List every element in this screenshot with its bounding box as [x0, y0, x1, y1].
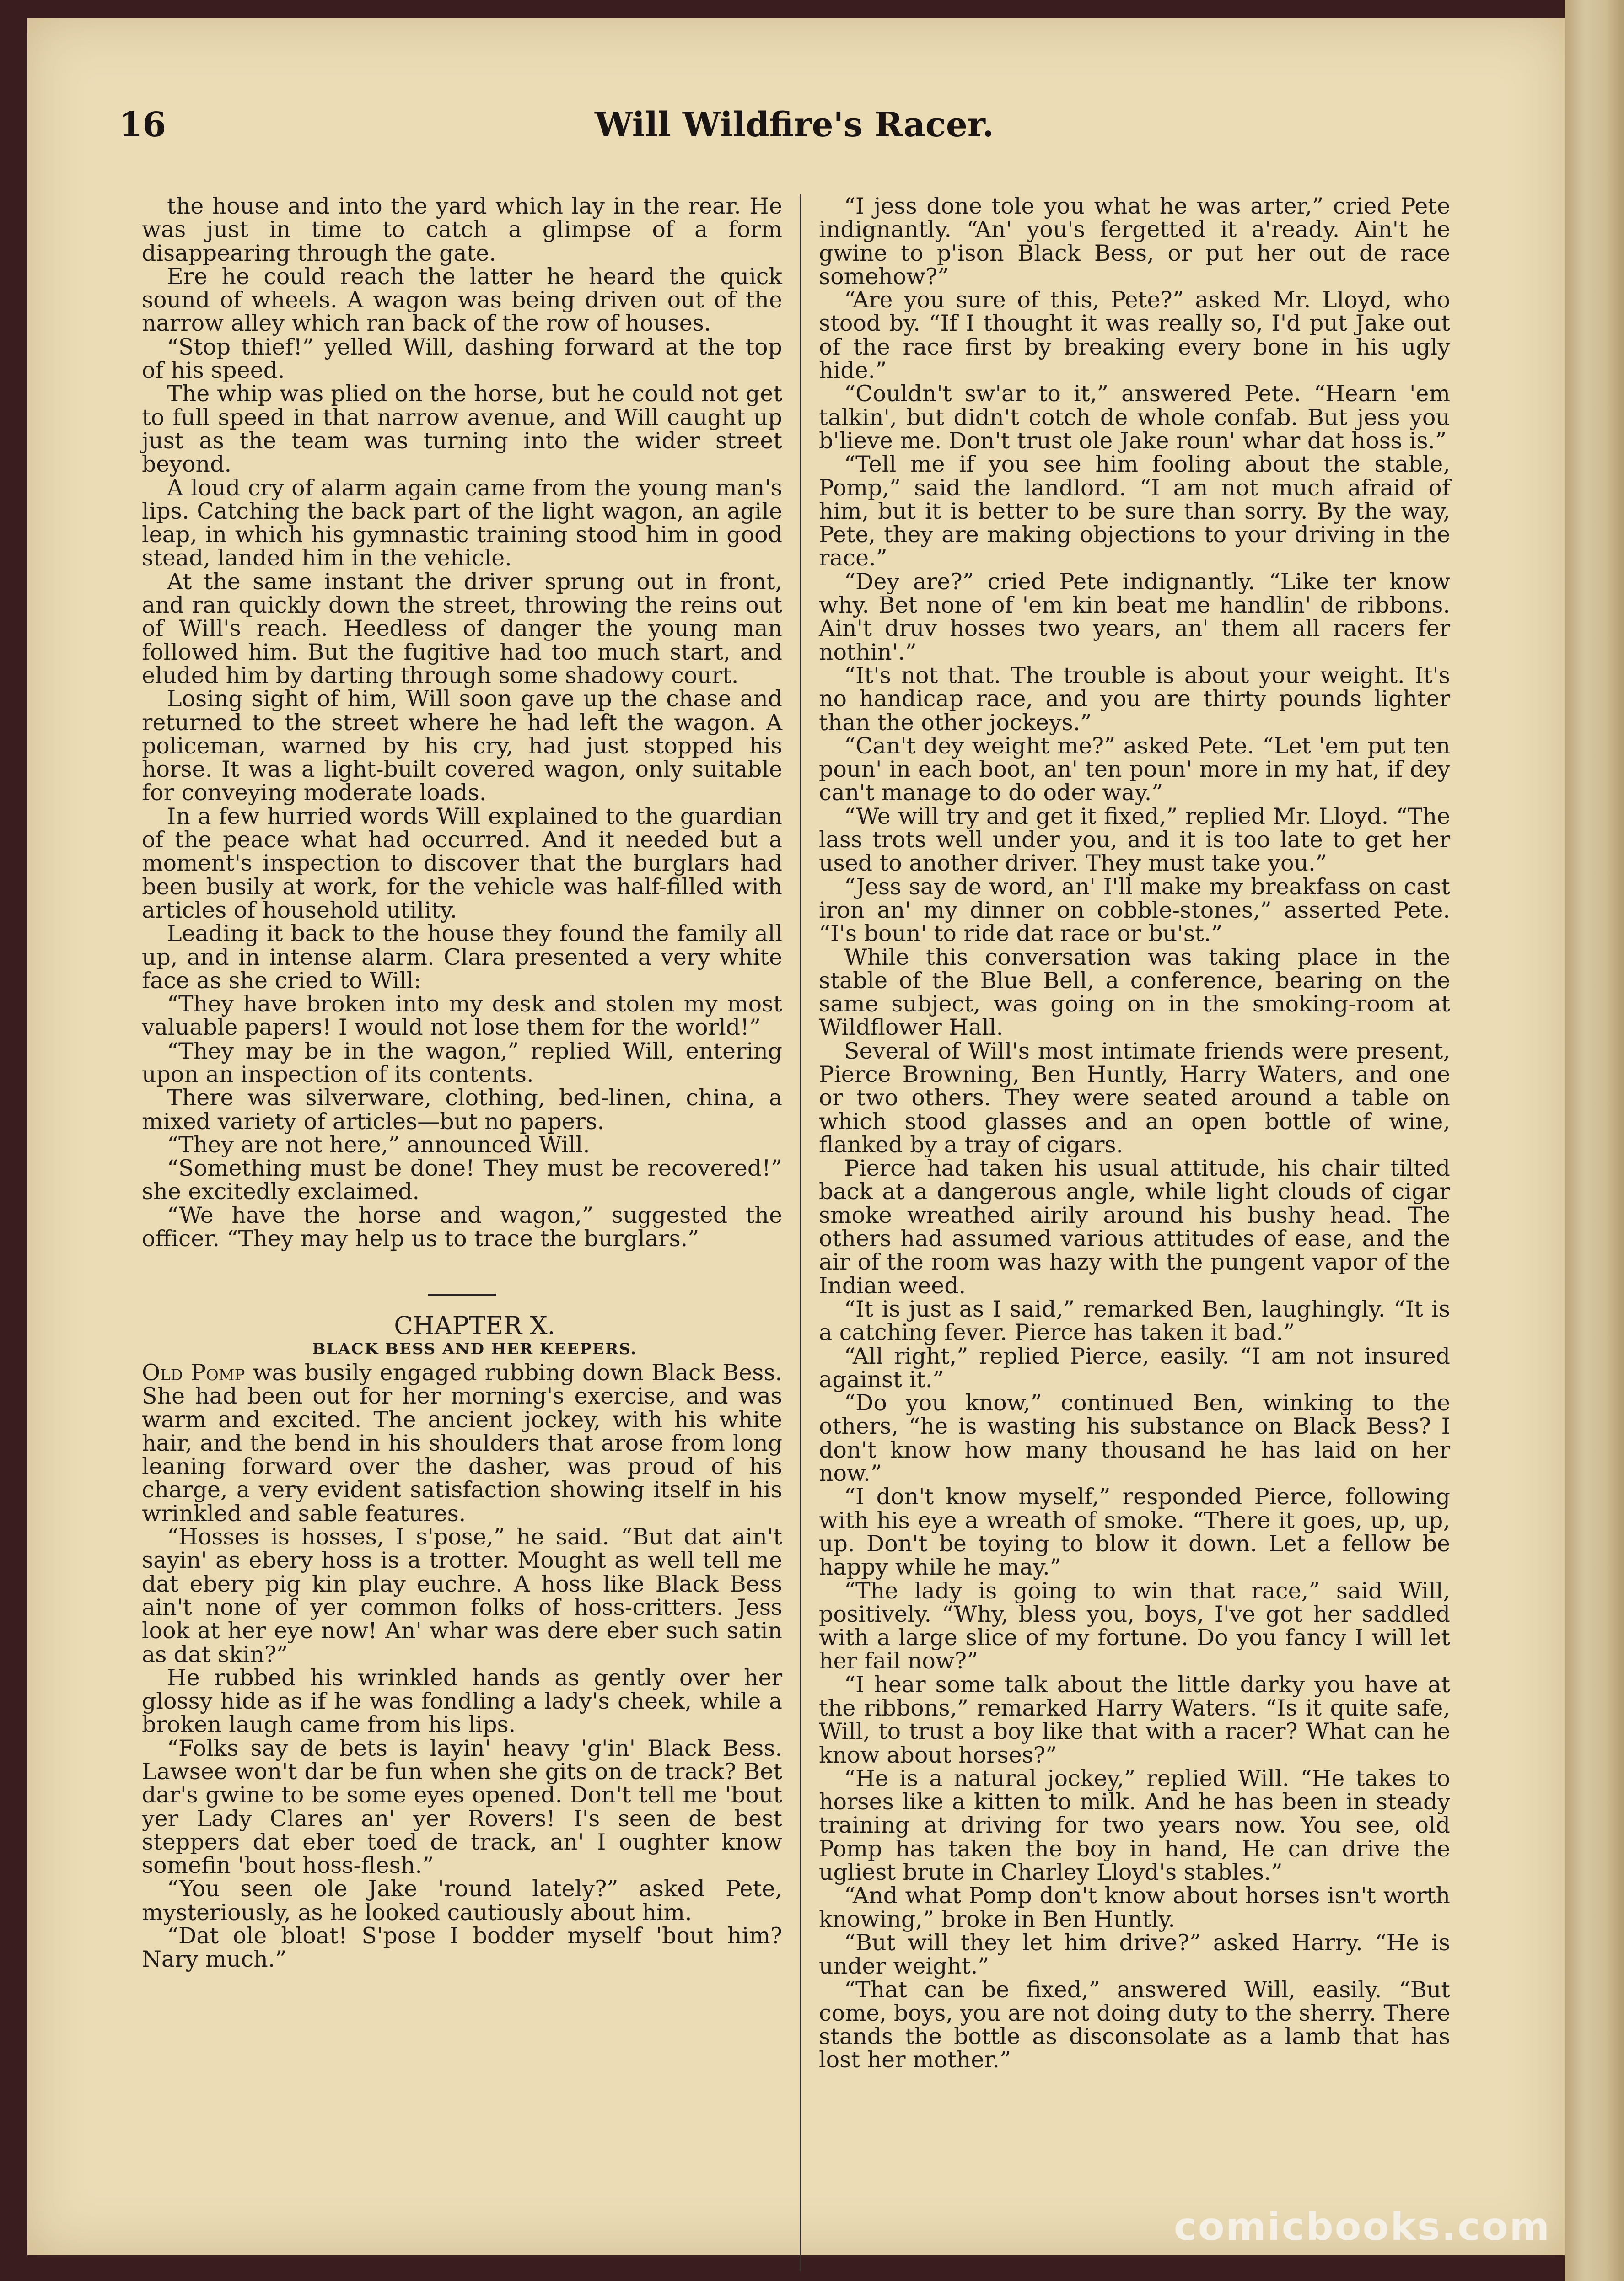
- paragraph: The whip was plied on the horse, but he could not get to full speed in that narrow avenue, and Will caught up just as the team was turning into the wider street beyond.: [142, 381, 782, 478]
- paragraph: At the same instant the driver sprung out in front, and ran quickly down the street, throwing the reins out of Will's reach. Heedless of danger the young man followed him. But the fugitive had too much start, and eluded him by darting through some shadowy court.: [142, 568, 782, 689]
- paragraph: “All right,” replied Pierce, easily. “I am not insured against it.”: [819, 1343, 1450, 1393]
- paragraph: “Something must be done! They must be recovered!” she excitedly exclaimed.: [142, 1155, 782, 1205]
- right-column: [819, 194, 1450, 2072]
- paragraph: Losing sight of him, Will soon gave up the chase and returned to the street where he had left the wagon. A policeman, warned by his cry, had just stopped his horse. It was a light-built covered wagon, only suitable for conveying moderate loads.: [142, 686, 782, 806]
- paragraph: “They are not here,” announced Will.: [167, 1131, 590, 1158]
- paragraph: He rubbed his wrinkled hands as gently over her glossy hide as if he was fondling a lady's cheek, while a broken laugh came from his lips.: [142, 1664, 782, 1738]
- running-title: Will Wildfire's Racer.: [595, 105, 994, 145]
- paragraph: “The lady is going to win that race,” said Will, positively. “Why, bless you, boys, I've got her saddled with a large slice of my fortune. Do you fancy I will let her fail now?”: [819, 1577, 1450, 1674]
- paragraph: “Dat ole bloat! S'pose I bodder myself 'bout him? Nary much.”: [142, 1923, 782, 1973]
- paragraph: “It's not that. The trouble is about your weight. It's no handicap race, and you are thirty pounds lighter than the other jockeys.”: [819, 662, 1450, 736]
- paragraph: “And what Pomp don't know about horses isn't worth knowing,” broke in Ben Huntly.: [819, 1883, 1450, 1932]
- paragraph: “I hear some talk about the little darky you have at the ribbons,” remarked Harry Waters. “Is it quite safe, Will, to trust a boy like that with a racer? What can he know about horses?”: [819, 1671, 1450, 1768]
- paragraph: There was silverware, clothing, bed-linen, china, a mixed variety of articles—but no papers.: [142, 1085, 782, 1135]
- paragraph: “But will they let him drive?” asked Harry. “He is under weight.”: [819, 1929, 1450, 1980]
- paragraph: “It is just as I said,” remarked Ben, laughingly. “It is a catching fever. Pierce has taken it bad.”: [819, 1296, 1450, 1346]
- paragraph: Several of Will's most intimate friends were present, Pierce Browning, Ben Huntly, Harry Waters, and one or two others. They were seated around a table on which stood glasses and an open bottle of wine, flanked by a tray of cigars.: [819, 1038, 1450, 1158]
- paragraph: “You seen ole Jake 'round lately?” asked Pete, mysteriously, as he looked cautiously about him.: [142, 1876, 782, 1926]
- paragraph: “That can be fixed,” answered Will, easily. “But come, boys, you are not doing duty to the sherry. There stands the bottle as disconsolate as a lamb that has lost her mother.”: [819, 1976, 1450, 2073]
- page-spine-edge: [1565, 0, 1624, 2281]
- paragraph: “We will try and get it fixed,” replied Mr. Lloyd. “The lass trots well under you, and it is too late to get her used to another driver. They must take you.”: [819, 803, 1450, 877]
- paragraph: “Dey are?” cried Pete indignantly. “Like ter know why. Bet none of 'em kin beat me handlin' de ribbons. Ain't druv hosses two years, an' them all racers fer nothin'.”: [819, 568, 1450, 665]
- paragraph: “Tell me if you see him fooling about the stable, Pomp,” said the landlord. “I am not much afraid of him, but it is better to be sure than sorry. By the way, Pete, they are making objections to your driving in the race.”: [819, 451, 1450, 571]
- paragraph: “They may be in the wagon,” replied Will, entering upon an inspection of its contents.: [142, 1038, 782, 1087]
- right-paragraphs: [819, 194, 1450, 2072]
- paragraph: “Hosses is hosses, I s'pose,” he said. “But dat ain't sayin' as ebery hoss is a trotter. Mought as well tell me dat ebery pig kin play euchre. A hoss like Black Bess ain't none of yer common folks of hoss-critters. Jess look at her eye now! An' whar was dere eber such satin as dat skin?”: [142, 1524, 782, 1668]
- section-separator-rule: [428, 1294, 496, 1296]
- paragraph: “Couldn't sw'ar to it,” answered Pete. “Hearn 'em talkin', but didn't cotch de whole confab. But jess you b'lieve me. Don't trust ole Jake roun' whar dat hoss is.”: [819, 381, 1450, 454]
- paragraph: “Are you sure of this, Pete?” asked Mr. Lloyd, who stood by. “If I thought it was really so, I'd put Jake out of the race first by breaking every bone in his ugly hide.”: [819, 287, 1450, 384]
- paragraph: “Can't dey weight me?” asked Pete. “Let 'em put ten poun' in each boot, an' ten poun' more in my hat, if dey can't manage to do oder way.”: [819, 732, 1450, 806]
- paragraph: Leading it back to the house they found the family all up, and in intense alarm. Clara presented a very white face as she cried to Will:: [142, 920, 782, 994]
- watermark: comicbooks.com: [1174, 2204, 1551, 2249]
- paragraph: “I jess done tole you what he was arter,” cried Pete indignantly. “An' you's fergetted it a'ready. Ain't he gwine to p'ison Black Bess, or put her out de race somehow?”: [819, 193, 1450, 290]
- paragraph: the house and into the yard which lay in the rear. He was just in time to catch a glimpse of a form disappearing through the gate.: [142, 193, 782, 266]
- left-paragraphs-before-chapter: [142, 194, 782, 1250]
- paragraph: In a few hurried words Will explained to the guardian of the peace what had occurred. And it needed but a moment's inspection to discover that the burglars had been busily at work, for the vehicle was half-filled with articles of household utility.: [142, 803, 782, 923]
- page-number: 16: [119, 105, 166, 145]
- column-divider: [800, 194, 801, 2271]
- paragraph: Ere he could reach the latter he heard the quick sound of wheels. A wagon was being driven out of the narrow alley which ran back of the row of houses.: [142, 263, 782, 337]
- chapter-title: CHAPTER X.: [394, 1311, 555, 1340]
- paragraph: Pierce had taken his usual attitude, his chair tilted back at a dangerous angle, while light clouds of cigar smoke wreathed airily around his bushy head. The others had assumed various attitudes of ease, and the air of the room was hazy with the pungent vapor of the Indian weed.: [819, 1155, 1450, 1299]
- paragraph: “Folks say de bets is layin' heavy 'g'in' Black Bess. Lawsee won't dar be fun when she gits on de track? Bet dar's gwine to be some eyes opened. Don't tell me 'bout yer Lady Clares an' yer Rovers! I's seen de best steppers dat eber toed de track, an' I oughter know somefin 'bout hoss-flesh.”: [142, 1735, 782, 1879]
- chapter-subtitle: BLACK BESS AND HER KEEPERS.: [312, 1340, 637, 1358]
- left-paragraphs-after-chapter: [142, 1525, 782, 1971]
- paragraph: “Stop thief!” yelled Will, dashing forward at the top of his speed.: [142, 334, 782, 384]
- paragraph: “I don't know myself,” responded Pierce, following with his eye a wreath of smoke. “There it goes, up, up, up. Don't be toying to blow it down. Let a fellow be happy while he may.”: [819, 1484, 1450, 1581]
- chapter-opening-paragraph: [142, 1361, 782, 1525]
- chapter-opening-text: was busily engaged rubbing down Black Bess. She had been out for her morning's exercise, and was warm and excited. The ancient jockey, with his white hair, and the bend in his shoulders that arose from long leaning forward over the dasher, was proud of his charge, a very evident satisfaction showing itself in his wrinkled and sable features.: [142, 1359, 782, 1527]
- paragraph: “They have broken into my desk and stolen my most valuable papers! I would not lose them for the world!”: [142, 991, 782, 1041]
- paragraph: “He is a natural jockey,” replied Will. “He takes to horses like a kitten to milk. And he has been in steady training at driving for two years now. You see, old Pomp has taken the boy in hand, He can drive the ugliest brute in Charley Lloyd's stables.”: [819, 1765, 1450, 1886]
- left-column: [142, 194, 782, 1971]
- paragraph: “Jess say de word, an' I'll make my breakfass on cast iron an' my dinner on cobble-stones,” asserted Pete. “I's boun' to ride dat race or bu'st.”: [819, 873, 1450, 947]
- paragraph: “Do you know,” continued Ben, winking to the others, “he is wasting his substance on Black Bess? I don't know how many thousand he has laid on her now.”: [819, 1390, 1450, 1487]
- paragraph: While this conversation was taking place in the stable of the Blue Bell, a conference, bearing on the same subject, was going on in the smoking-room at Wildflower Hall.: [819, 944, 1450, 1041]
- paragraph: A loud cry of alarm again came from the young man's lips. Catching the back part of the light wagon, an agile leap, in which his gymnastic training stood him in good stead, landed him in the vehicle.: [142, 474, 782, 571]
- chapter-opening-smallcaps: Old Pomp: [142, 1359, 245, 1386]
- paragraph: “We have the horse and wagon,” suggested the officer. “They may help us to trace the burglars.”: [142, 1202, 782, 1252]
